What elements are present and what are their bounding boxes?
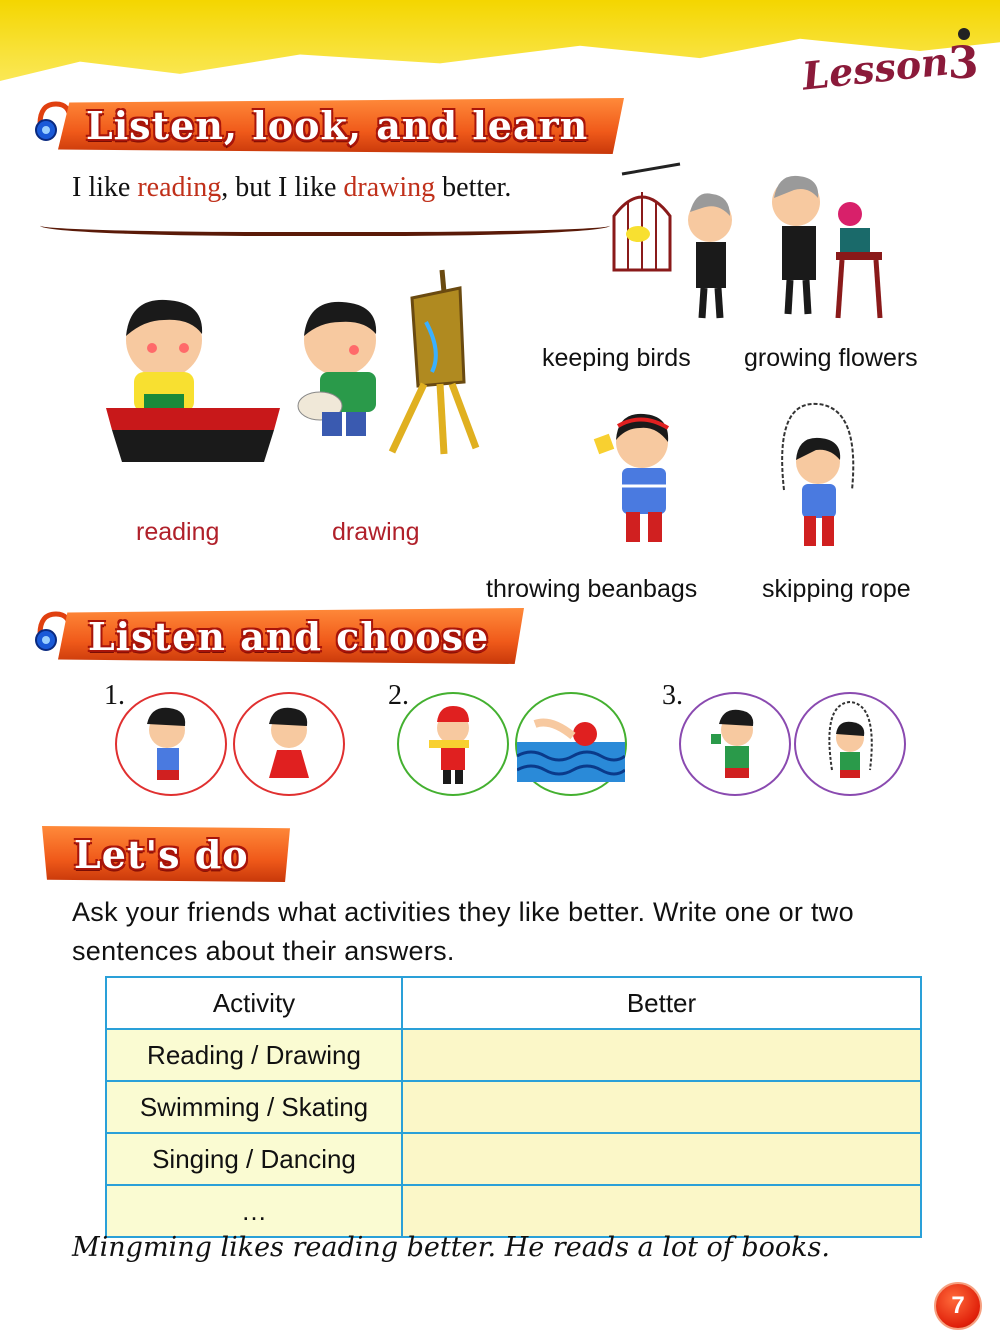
activity-label-throwing-beanbags: throwing beanbags <box>486 575 698 603</box>
child-skating-icon <box>399 694 507 794</box>
lesson-number: 3 <box>948 38 979 89</box>
girl-throwing-beanbag-icon <box>681 694 789 794</box>
child-swimming-icon <box>517 694 625 794</box>
drawing-illustration <box>292 262 482 467</box>
keeping-birds-illustration <box>606 162 746 337</box>
choice-circle-2a[interactable] <box>397 692 509 796</box>
table-row <box>106 1185 921 1237</box>
sentence-scroll-underline <box>40 210 610 236</box>
section-title-listen-choose: Listen and choose <box>88 614 490 659</box>
girl-skipping-rope-icon <box>796 694 904 794</box>
table-cell-activity: Singing / Dancing <box>106 1133 402 1185</box>
throwing-beanbags-illustration <box>590 406 700 571</box>
activity-label-skipping-rope: skipping rope <box>762 575 911 603</box>
table-cell-better[interactable] <box>402 1081 921 1133</box>
choice-circle-1b[interactable] <box>233 692 345 796</box>
growing-flowers-illustration <box>766 168 896 333</box>
page-number-badge: 7 <box>934 1282 982 1330</box>
question-number-2: 2. <box>388 680 409 711</box>
table-row <box>106 1081 921 1133</box>
activity-label-drawing: drawing <box>332 518 420 546</box>
choice-circle-2b[interactable] <box>515 692 627 796</box>
choice-circle-3a[interactable] <box>679 692 791 796</box>
question-number-1: 1. <box>104 680 125 711</box>
table-cell-better[interactable] <box>402 1133 921 1185</box>
table-cell-better[interactable] <box>402 1185 921 1237</box>
table-cell-activity: Swimming / Skating <box>106 1081 402 1133</box>
activity-label-reading: reading <box>136 518 220 546</box>
reading-illustration <box>104 290 284 495</box>
section-title-lets-do: Let's do <box>74 832 249 877</box>
table-header-row <box>106 977 921 1029</box>
activity-label-growing-flowers: growing flowers <box>744 344 918 372</box>
table-cell-activity: Reading / Drawing <box>106 1029 402 1081</box>
table-row <box>106 1133 921 1185</box>
section-title-listen-look-learn: Listen, look, and learn <box>86 103 589 148</box>
table-header-activity: Activity <box>106 977 402 1029</box>
girl-pointing-icon <box>117 694 225 794</box>
girl-dancing-icon <box>235 694 343 794</box>
example-sentence: Mingming likes reading better. He reads a lot of books. <box>72 1232 830 1263</box>
skipping-rope-illustration <box>766 400 866 565</box>
activity-label-keeping-birds: keeping birds <box>542 344 691 372</box>
table-row <box>106 1029 921 1081</box>
sentence-highlight-reading: reading <box>137 172 222 203</box>
table-header-better: Better <box>402 977 921 1029</box>
lesson-label: Lesson <box>800 38 951 99</box>
table-cell-better[interactable] <box>402 1029 921 1081</box>
question-number-3: 3. <box>662 680 683 711</box>
table-cell-activity: … <box>106 1185 402 1237</box>
sentence-part: better. <box>435 172 512 203</box>
instruction-text: Ask your friends what activities they like better. Write one or two sentences about their answers. <box>72 897 854 966</box>
choice-circle-1a[interactable] <box>115 692 227 796</box>
sentence-highlight-drawing: drawing <box>343 172 436 203</box>
sentence-part: , but I like <box>221 172 344 203</box>
activity-table <box>105 976 922 1238</box>
sentence-part: I like <box>72 172 138 203</box>
choice-circle-3b[interactable] <box>794 692 906 796</box>
model-sentence <box>72 172 511 204</box>
